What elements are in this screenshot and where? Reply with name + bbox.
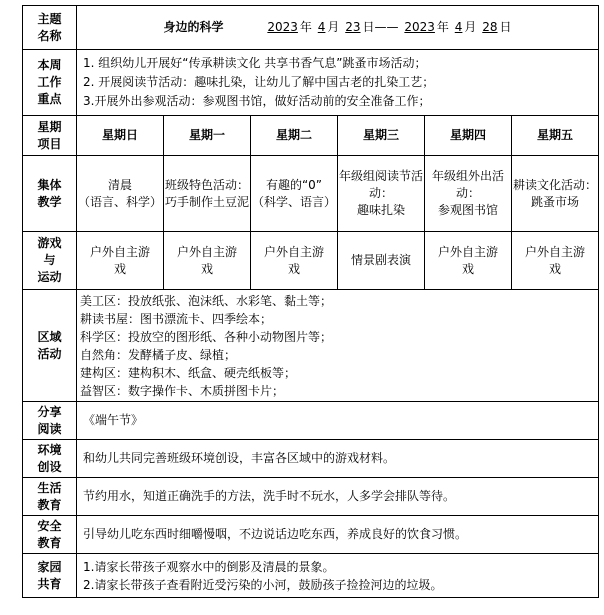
weekly-plan-table bbox=[22, 5, 599, 598]
home-item: 2.请家长带孩子查看附近受污染的小河，鼓励孩子捡捡河边的垃圾。 bbox=[83, 577, 443, 592]
weekly-focus-content bbox=[77, 50, 599, 116]
end-day: 28 bbox=[482, 20, 498, 34]
start-day: 23 bbox=[345, 20, 361, 34]
teaching-cell-monday: 班级特色活动： 巧手制作土豆泥 bbox=[164, 156, 251, 232]
games-cell-wednesday: 情景剧表演 bbox=[338, 232, 425, 290]
sharing-book: 《端午节》 bbox=[83, 413, 144, 427]
area-item: 耕读书屋：图书漂流卡、四季绘本； bbox=[80, 311, 273, 326]
environment-text: 和幼儿共同完善班级环境创设，丰富各区域中的游戏材料。 bbox=[83, 451, 396, 465]
day-friday: 星期五 bbox=[512, 116, 599, 156]
safety-content bbox=[77, 516, 599, 554]
area-item: 建构区：建构积木、纸盒、硬壳纸板等； bbox=[80, 365, 297, 380]
group-teaching-row bbox=[23, 156, 599, 232]
weekly-focus-label: 本周 工作 重点 bbox=[23, 50, 77, 116]
life-text: 节约用水，知道正确洗手的方法，洗手时不玩水，人多学会排队等待。 bbox=[83, 489, 456, 503]
teaching-cell-friday: 耕读文化活动： 跳蚤市场 bbox=[512, 156, 599, 232]
areas-label: 区域 活动 bbox=[23, 290, 77, 402]
day-wednesday: 星期三 bbox=[338, 116, 425, 156]
group-teaching-label: 集体 教学 bbox=[23, 156, 77, 232]
area-item: 自然角：发酵橘子皮、绿植； bbox=[80, 347, 237, 362]
sharing-label: 分享 阅读 bbox=[23, 402, 77, 440]
day-header-row bbox=[23, 116, 599, 156]
environment-content bbox=[77, 440, 599, 478]
home-content bbox=[77, 554, 599, 598]
teaching-cell-wednesday: 年级组阅读节活动： 趣味扎染 bbox=[338, 156, 425, 232]
home-label: 家园 共育 bbox=[23, 554, 77, 598]
focus-item: 1. 组织幼儿开展好“传承耕读文化 共享书香气息”跳蚤市场活动； bbox=[83, 56, 427, 70]
teaching-cell-thursday: 年级组外出活动： 参观图书馆 bbox=[425, 156, 512, 232]
area-item: 益智区：数字操作卡、木质拼图卡片； bbox=[80, 383, 285, 398]
focus-item: 2. 开展阅读节活动：趣味扎染，让幼儿了解中国古老的扎染工艺； bbox=[83, 75, 435, 89]
area-item: 科学区：投放空的图形纸、各种小动物图片等； bbox=[80, 329, 333, 344]
title-row bbox=[23, 6, 599, 50]
life-row bbox=[23, 478, 599, 516]
theme-title: 身边的科学 bbox=[163, 20, 224, 34]
start-month: 4 bbox=[317, 20, 326, 34]
weekly-focus-row bbox=[23, 50, 599, 116]
day-tuesday: 星期二 bbox=[251, 116, 338, 156]
area-item: 美工区：投放纸张、泡沫纸、水彩笔、黏土等； bbox=[80, 293, 333, 308]
safety-row bbox=[23, 516, 599, 554]
games-cell-thursday: 户外自主游 戏 bbox=[425, 232, 512, 290]
life-label: 生活 教育 bbox=[23, 478, 77, 516]
day-thursday: 星期四 bbox=[425, 116, 512, 156]
schedule-label: 星期 项目 bbox=[23, 116, 77, 156]
environment-row bbox=[23, 440, 599, 478]
end-year: 2023 bbox=[404, 20, 435, 34]
games-row bbox=[23, 232, 599, 290]
games-cell-friday: 户外自主游 戏 bbox=[512, 232, 599, 290]
day-sunday: 星期日 bbox=[77, 116, 164, 156]
title-content: 身边的科学 2023 年 4 月 23 日—— 2023 年 4 月 28 日 bbox=[77, 6, 599, 50]
start-year: 2023 bbox=[267, 20, 298, 34]
games-cell-sunday: 户外自主游 戏 bbox=[77, 232, 164, 290]
sharing-content bbox=[77, 402, 599, 440]
areas-content bbox=[77, 290, 599, 402]
home-item: 1.请家长带孩子观察水中的倒影及清晨的景象。 bbox=[83, 559, 335, 574]
teaching-cell-tuesday: 有趣的“0” （科学、语言） bbox=[251, 156, 338, 232]
games-cell-tuesday: 户外自主游 戏 bbox=[251, 232, 338, 290]
focus-item: 3.开展外出参观活动：参观图书馆，做好活动前的安全准备工作； bbox=[83, 94, 431, 108]
areas-row bbox=[23, 290, 599, 402]
teaching-cell-sunday: 清晨 （语言、科学） bbox=[77, 156, 164, 232]
games-cell-monday: 户外自主游 戏 bbox=[164, 232, 251, 290]
end-month: 4 bbox=[454, 20, 463, 34]
day-monday: 星期一 bbox=[164, 116, 251, 156]
date-separator: —— bbox=[374, 20, 399, 34]
environment-label: 环境 创设 bbox=[23, 440, 77, 478]
games-label: 游戏 与 运动 bbox=[23, 232, 77, 290]
home-row bbox=[23, 554, 599, 598]
safety-label: 安全 教育 bbox=[23, 516, 77, 554]
sharing-row bbox=[23, 402, 599, 440]
life-content bbox=[77, 478, 599, 516]
title-label: 主题 名称 bbox=[23, 6, 77, 50]
safety-text: 引导幼儿吃东西时细嚼慢咽，不边说话边吃东西，养成良好的饮食习惯。 bbox=[83, 527, 468, 541]
